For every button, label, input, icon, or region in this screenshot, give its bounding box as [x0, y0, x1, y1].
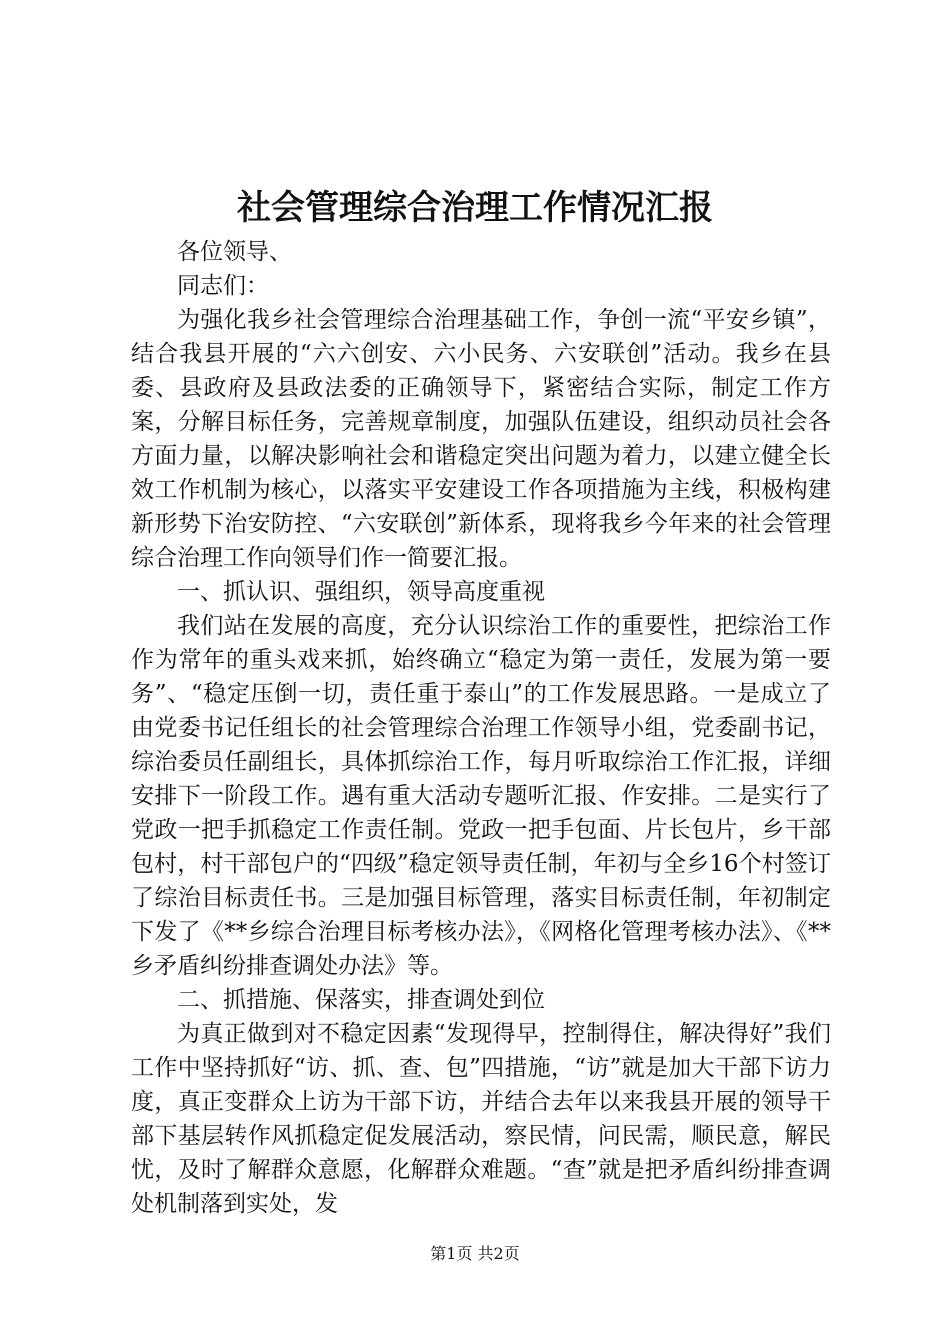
document-title: 社会管理综合治理工作情况汇报 [237, 188, 713, 228]
paragraph-section-1: 我们站在发展的高度，充分认识综治工作的重要性，把综治工作作为常年的重头戏来抓，始终确立“稳定为第一责任，发展为第一要务”、“稳定压倒一切，责任重于泰山”的工作发展思路。一是成立了由党委书记任组长的社会管理综合治理工作领导小组，党委副书记，综治委员任副组长，具体抓综治工作，每月听取综治工作汇报，详细安排下一阶段工作。遇有重大活动专题听汇报、作安排。二是实行了党政一把手抓稳定工作责任制。党政一把手包面、片长包片，乡干部包村，村干部包户的“四级”稳定领导责任制，年初与全乡16个村签订了综治目标责任书。三是加强目标管理，落实目标责任制，年初制定下发了《**乡综合治理目标考核办法》，《网格化管理考核办法》、《**乡矛盾纠纷排查调处办法》等。 [131, 613, 831, 979]
paragraph-section-2: 为真正做到对不稳定因素“发现得早，控制得住，解决得好”我们工作中坚持抓好“访、抓、查、包”四措施，“访”就是加大干部下访力度，真正变群众上访为干部下访，并结合去年以来我县开展的领导干部下基层转作风抓稳定促发展活动，察民情，问民需，顺民意，解民忧，及时了解群众意愿，化解群众难题。“查”就是把矛盾纠纷排查调处机制落到实处，发 [131, 1021, 831, 1217]
salutation-line-1: 各位领导、 [177, 239, 292, 265]
page-footer: 第1页 共2页 [430, 1244, 520, 1263]
paragraph-intro: 为强化我乡社会管理综合治理基础工作，争创一流“平安乡镇”，结合我县开展的“六六创安、六小民务、六安联创”活动。我乡在县委、县政府及县政法委的正确领导下，紧密结合实际，制定工作方案，分解目标任务，完善规章制度，加强队伍建设，组织动员社会各方面力量，以解决影响社会和谐稳定突出问题为着力，以建立健全长效工作机制为核心，以落实平安建设工作各项措施为主线，积极构建新形势下治安防控、“六安联创”新体系，现将我乡今年来的社会管理综合治理工作向领导们作一简要汇报。 [131, 307, 831, 571]
section-heading-2: 二、抓措施、保落实，排查调处到位 [177, 987, 545, 1013]
section-heading-1: 一、抓认识、强组织，领导高度重视 [177, 579, 545, 605]
salutation-line-2: 同志们： [177, 273, 269, 299]
document-body [131, 235, 831, 1221]
